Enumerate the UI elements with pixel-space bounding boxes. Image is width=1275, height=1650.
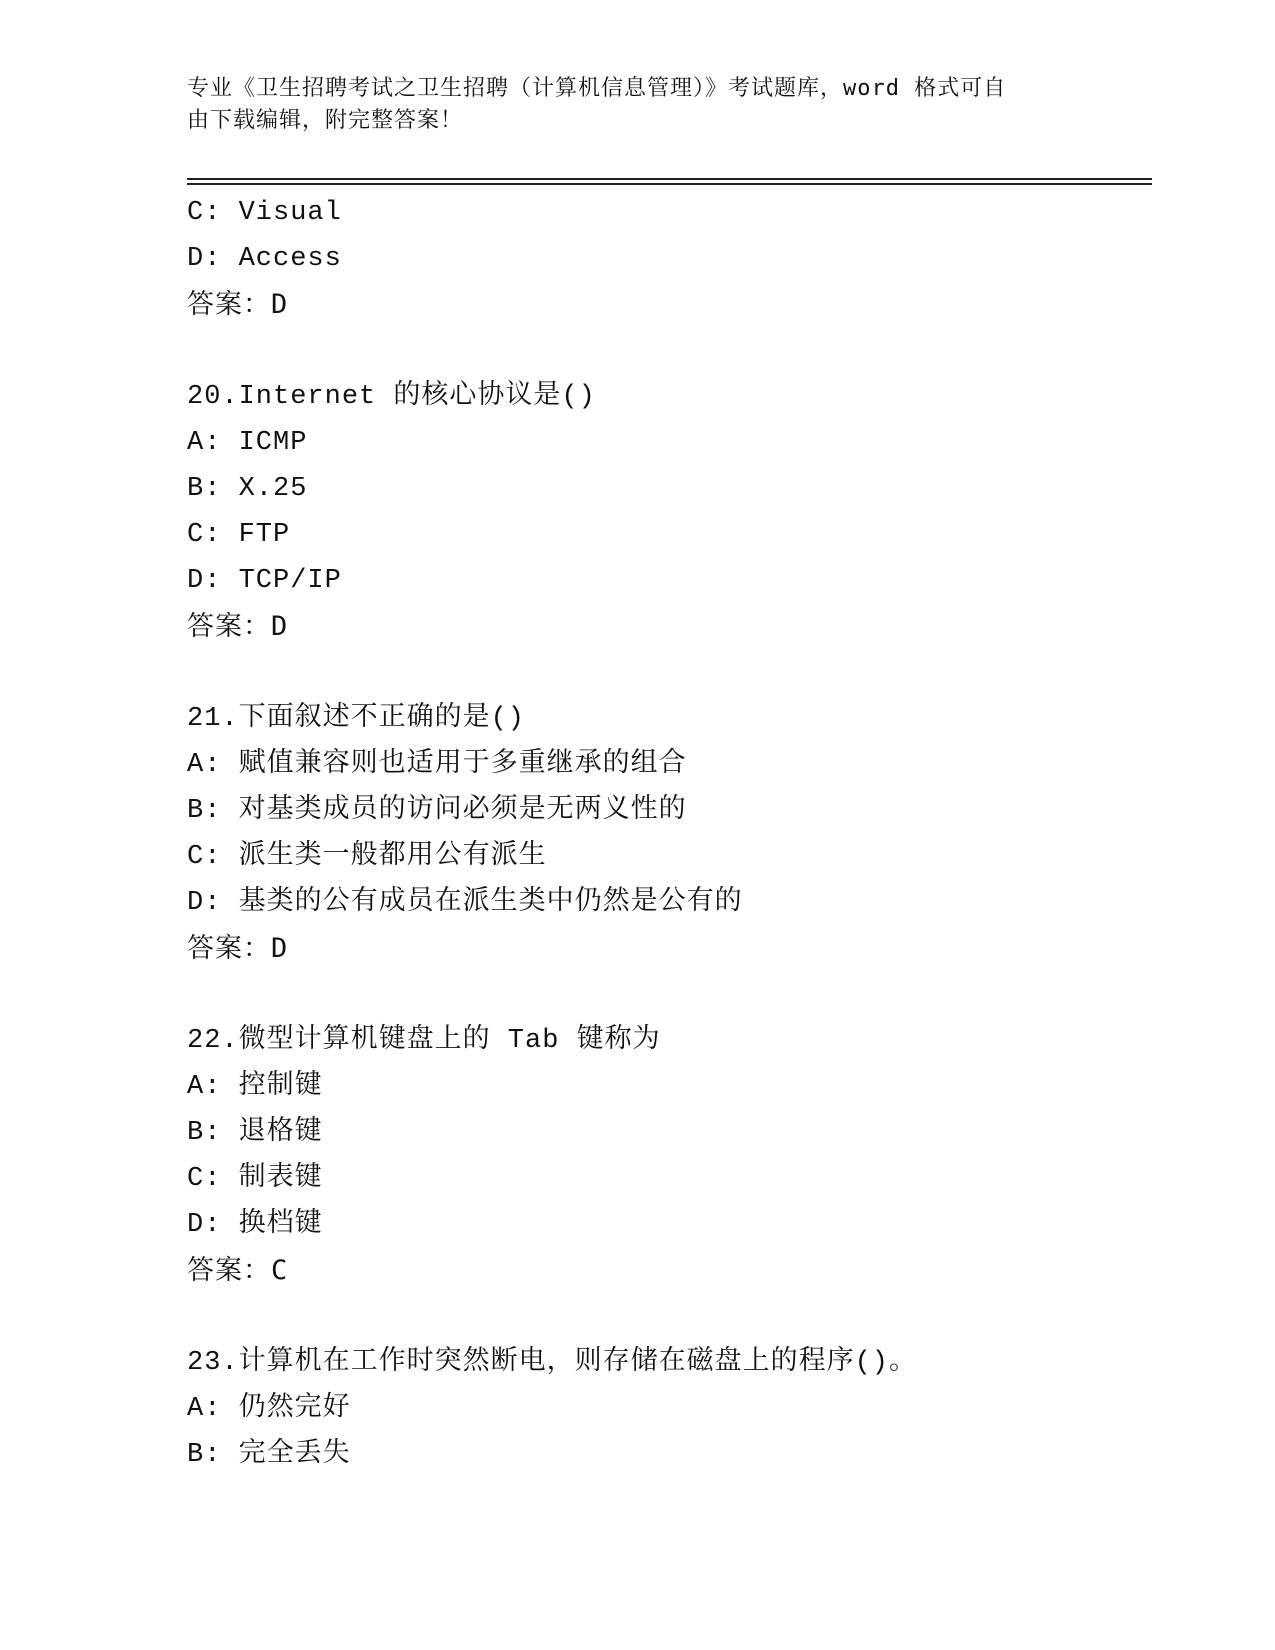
option-d: D: 基类的公有成员在派生类中仍然是公有的 xyxy=(187,888,743,918)
option-c: C: Visual xyxy=(187,198,342,228)
header-divider-bottom xyxy=(187,183,1152,185)
option-a: A: 仍然完好 xyxy=(187,1394,351,1424)
question-19-continued xyxy=(187,190,1152,328)
question-title: 20.Internet 的核心协议是() xyxy=(187,382,596,412)
option-c: C: 制表键 xyxy=(187,1164,323,1194)
answer: 答案：D xyxy=(187,933,289,964)
option-a: A: 赋值兼容则也适用于多重继承的组合 xyxy=(187,750,687,780)
spacer xyxy=(187,650,1152,696)
option-d: D: 换档键 xyxy=(187,1210,323,1240)
answer: 答案：D xyxy=(187,289,289,320)
option-b: B: X.25 xyxy=(187,474,308,504)
question-21 xyxy=(187,696,1152,972)
document-header xyxy=(187,73,1067,137)
question-23 xyxy=(187,1340,1152,1478)
option-b: B: 对基类成员的访问必须是无两义性的 xyxy=(187,796,687,826)
question-20 xyxy=(187,374,1152,650)
option-c: C: 派生类一般都用公有派生 xyxy=(187,842,547,872)
spacer xyxy=(187,328,1152,374)
question-title: 21.下面叙述不正确的是() xyxy=(187,704,526,734)
option-a: A: 控制键 xyxy=(187,1072,323,1102)
option-d: D: TCP/IP xyxy=(187,566,342,596)
option-a: A: ICMP xyxy=(187,428,308,458)
spacer xyxy=(187,972,1152,1018)
option-b: B: 完全丢失 xyxy=(187,1440,351,1470)
option-c: C: FTP xyxy=(187,520,291,550)
option-b: B: 退格键 xyxy=(187,1118,323,1148)
question-22 xyxy=(187,1018,1152,1294)
question-title: 22.微型计算机键盘上的 Tab 键称为 xyxy=(187,1026,661,1056)
header-line-2: 由下载编辑，附完整答案！ xyxy=(187,108,464,133)
header-line-1: 专业《卫生招聘考试之卫生招聘（计算机信息管理）》考试题库，word 格式可自 xyxy=(187,76,1007,101)
option-d: D: Access xyxy=(187,244,342,274)
answer: 答案：C xyxy=(187,1255,289,1286)
question-list xyxy=(187,190,1152,1478)
question-title: 23.计算机在工作时突然断电，则存储在磁盘上的程序()。 xyxy=(187,1348,918,1378)
answer: 答案：D xyxy=(187,611,289,642)
spacer xyxy=(187,1294,1152,1340)
header-divider-top xyxy=(187,178,1152,180)
